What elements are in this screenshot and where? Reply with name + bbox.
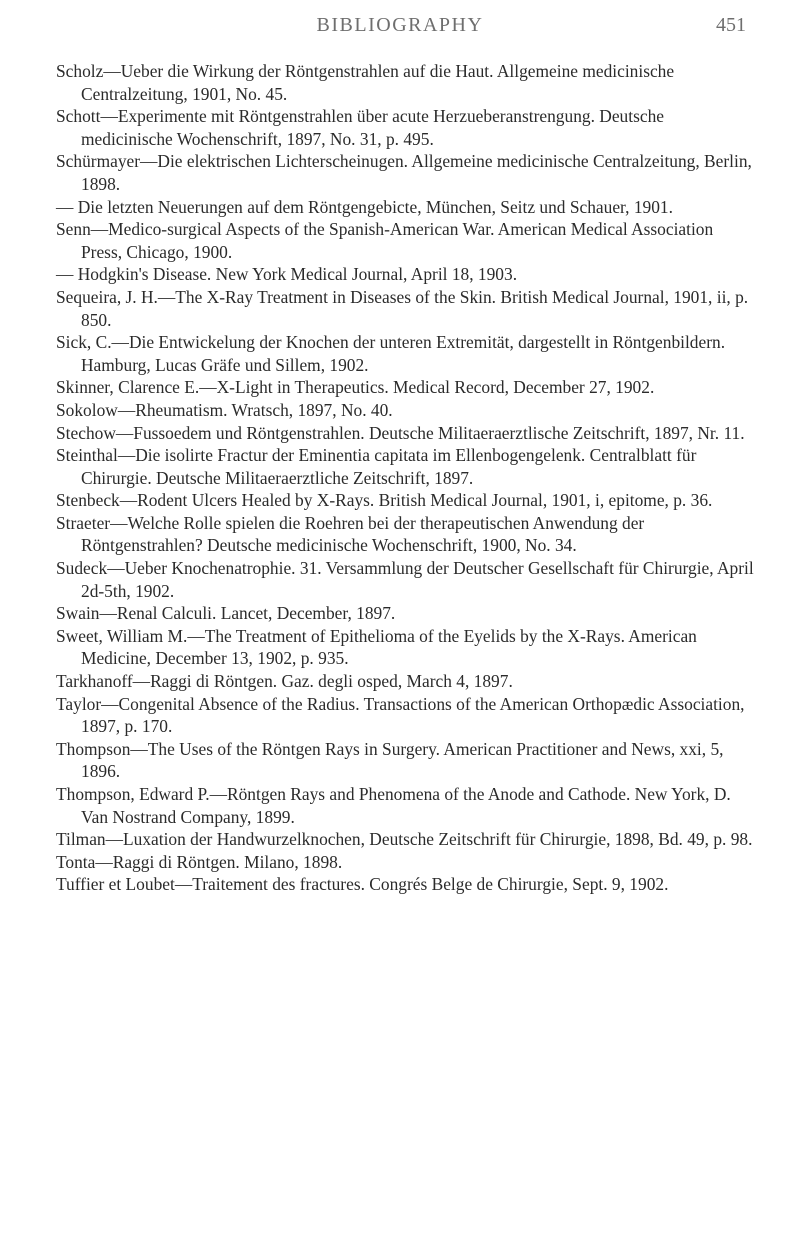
bibliography-entry: Taylor—Congenital Absence of the Radius. Transactions of the American Orthopædic Association, 1897, p. 170. [56, 693, 745, 737]
bibliography-entry: — Die letzten Neuerungen auf dem Röntgengebicte, München, Seitz und Schauer, 1901. [56, 196, 673, 217]
bibliography-entry: — Hodgkin's Disease. New York Medical Journal, April 18, 1903. [56, 264, 518, 285]
bibliography-entry: Tilman—Luxation der Handwurzelknochen, Deutsche Zeitschrift für Chirurgie, 1898, Bd. 49, p. 98. [56, 829, 753, 850]
page-header [0, 14, 800, 44]
bibliography-entry: Tonta—Raggi di Röntgen. Milano, 1898. [56, 851, 343, 872]
bibliography-entry: Thompson—The Uses of the Röntgen Rays in Surgery. American Practitioner and News, xxi, 5, 1896. [56, 738, 724, 782]
bibliography-list [56, 60, 756, 896]
bibliography-entry: Sudeck—Ueber Knochenatrophie. 31. Versammlung der Deutscher Gesellschaft für Chirurgie, April 2d-5th, 1902. [56, 558, 754, 601]
bibliography-entry: Sokolow—Rheumatism. Wratsch, 1897, No. 40. [56, 399, 393, 420]
bibliography-entry: Tarkhanoff—Raggi di Röntgen. Gaz. degli osped, March 4, 1897. [56, 671, 513, 692]
bibliography-entry: Swain—Renal Calculi. Lancet, December, 1897. [56, 603, 396, 624]
bibliography-entry: Schott—Experimente mit Röntgenstrahlen über acute Herzueberanstrengung. Deutsche medicinische Wochenschrift, 1897, No. 31, p. 495. [56, 106, 664, 149]
bibliography-entry: Sweet, William M.—The Treatment of Epithelioma of the Eyelids by the X-Rays. American Medicine, December 13, 1902, p. 935. [56, 625, 697, 669]
bibliography-entry: Steinthal—Die isolirte Fractur der Eminentia capitata im Ellenbogengelenk. Centralblatt für Chirurgie. Deutsche Militaeraerztliche Zeitschrift, 1897. [56, 445, 697, 488]
bibliography-entry: Sick, C.—Die Entwickelung der Knochen der unteren Extremität, dargestellt in Röntgenbildern. Hamburg, Lucas Gräfe und Sillem, 1902. [56, 332, 726, 375]
bibliography-entry: Skinner, Clarence E.—X-Light in Therapeutics. Medical Record, December 27, 1902. [56, 377, 655, 398]
bibliography-entry: Tuffier et Loubet—Traitement des fractures. Congrés Belge de Chirurgie, Sept. 9, 1902. [56, 874, 669, 895]
bibliography-entry: Sequeira, J. H.—The X-Ray Treatment in Diseases of the Skin. British Medical Journal, 1901, ii, p. 850. [56, 286, 749, 330]
bibliography-entry: Schürmayer—Die elektrischen Lichterscheinugen. Allgemeine medicinische Centralzeitung, Berlin, 1898. [56, 151, 752, 194]
bibliography-entry: Scholz—Ueber die Wirkung der Röntgenstrahlen auf die Haut. Allgemeine medicinische Centralzeitung, 1901, No. 45. [56, 61, 675, 104]
bibliography-entry: Stenbeck—Rodent Ulcers Healed by X-Rays. British Medical Journal, 1901, i, epitome, p. 36. [56, 490, 713, 511]
bibliography-entry: Straeter—Welche Rolle spielen die Roehren bei der therapeutischen Anwendung der Röntgenstrahlen? Deutsche medicinische Wochenschrift, 1900, No. 34. [56, 512, 645, 556]
bibliography-entry: Senn—Medico-surgical Aspects of the Spanish-American War. American Medical Association Press, Chicago, 1900. [56, 219, 714, 262]
bibliography-entry: Thompson, Edward P.—Röntgen Rays and Phenomena of the Anode and Cathode. New York, D. Van Nostrand Company, 1899. [56, 784, 731, 827]
running-title: BIBLIOGRAPHY [316, 14, 484, 36]
page-number: 451 [716, 14, 746, 36]
bibliography-entry: Stechow—Fussoedem und Röntgenstrahlen. Deutsche Militaeraerztlische Zeitschrift, 1897, Nr. 11. [56, 422, 745, 443]
